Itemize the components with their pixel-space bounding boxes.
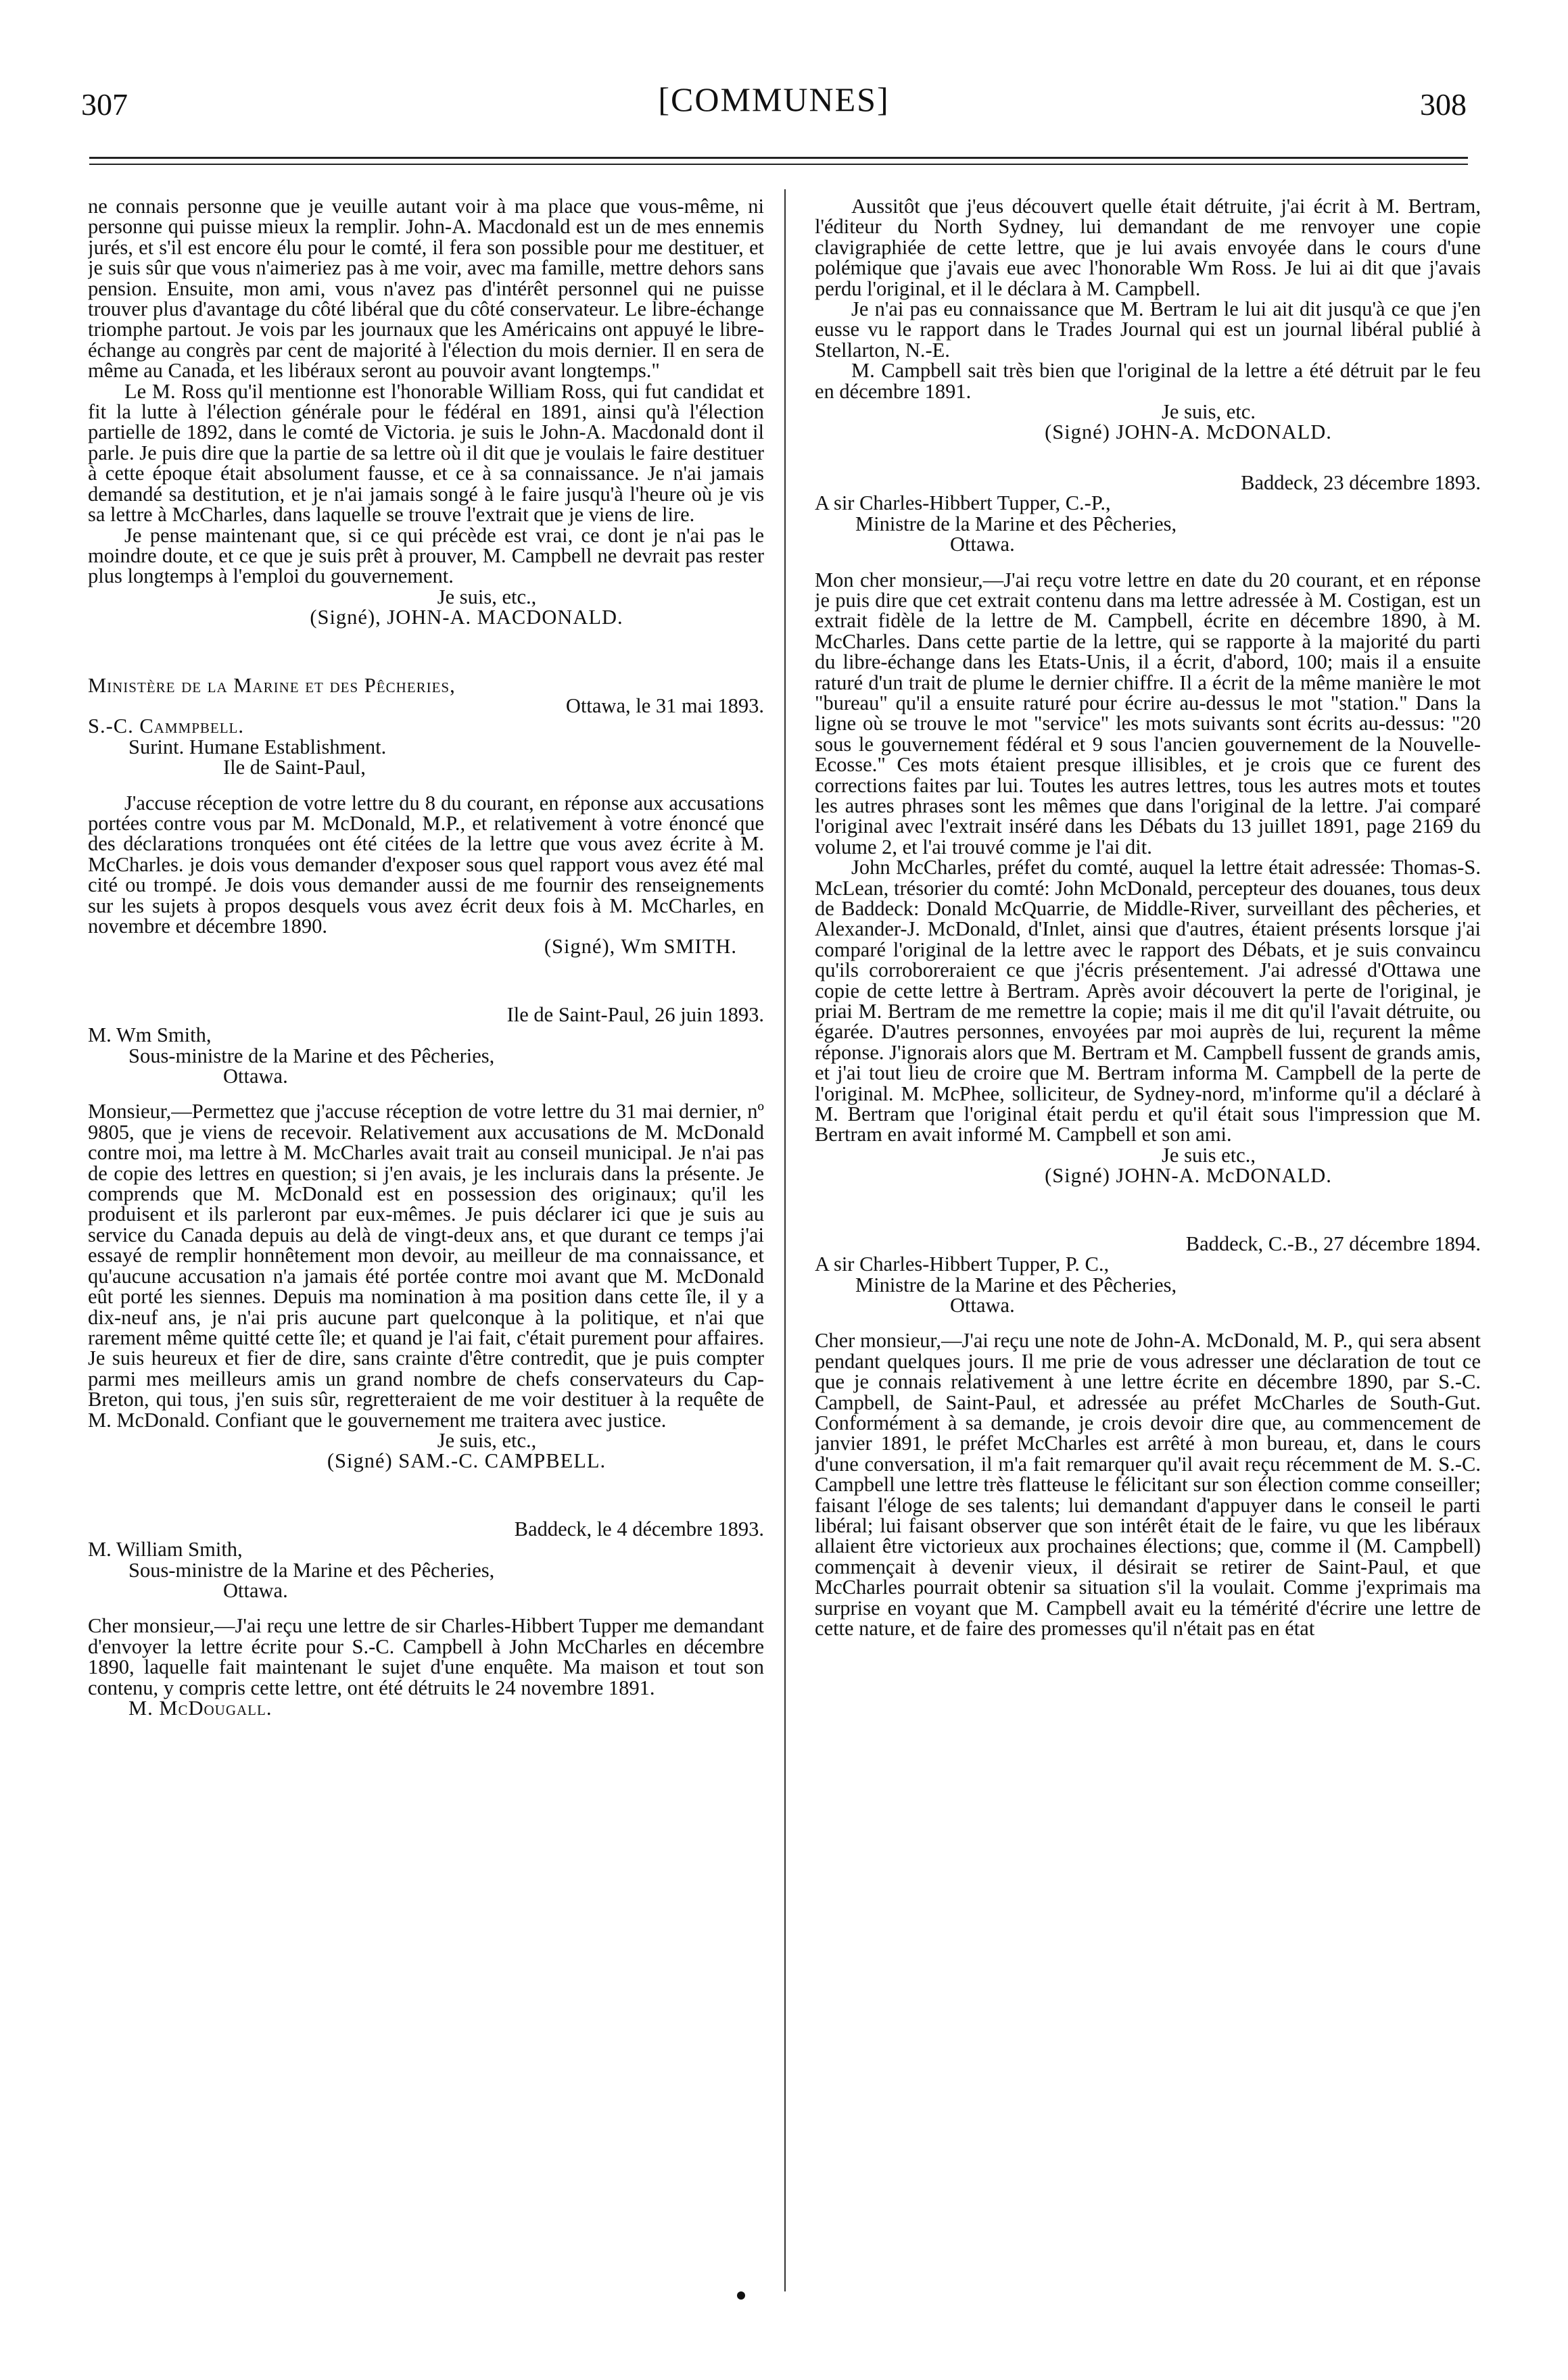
ink-dot (737, 2291, 745, 2300)
signature: (Signé) SAM.-C. CAMPBELL. (327, 1449, 607, 1473)
letter-date: Baddeck, le 4 décembre 1893. (514, 1517, 764, 1540)
signature: (Signé) JOHN-A. McDONALD. (1045, 420, 1332, 444)
letter-date: Baddeck, 23 décembre 1893. (1241, 470, 1481, 494)
paragraph: Cher monsieur,—J'ai reçu une lettre de sir Charles-Hibbert Tupper me demandant d'envoyer la lettre écrite pour S.-C. Campbell à John McCharles en décembre 1890, laquelle fait maintenant le sujet d'une enquête. Ma maison et tout son contenu, y compris cette lettre, ont été détruits le 24 novembre 1891. (88, 1614, 764, 1699)
addressee: M. William Smith, (88, 1538, 243, 1561)
header-rule (89, 157, 1468, 159)
addressee-title: Ministre de la Marine et des Pêcheries, (855, 512, 1177, 535)
addressee: S.-C. Cammpbell. (88, 714, 244, 738)
addressee-title: Sous-ministre de la Marine et des Pêcheries, (128, 1558, 495, 1582)
paragraph: Cher monsieur,—J'ai reçu une note de John-A. McDonald, M. P., qui sera absent pendant quelques jours. Il me prie de vous adresser une déclaration de tout ce que je connais relativement à une lettre écrite en décembre 1890, par S.-C. Campbell, de Saint-Paul, et adressée au préfet McCharles de South-Gut. Conformément à sa demande, je crois devoir dire que, au commencement de janvier 1891, le préfet McCharles est arrêté à mon bureau, et, dans le cours d'une conversation, il m'a fait remarquer qu'il avait reçu récemment de M. S.-C. Campbell une lettre très flatteuse le félicitant sur son élection comme conseiller; faisant l'éloge de ses talents; lui demandant d'appuyer dans le conseil le parti libéral; lui faisant observer que son intérêt était de le faire, vu que les libéraux allaient être victorieux aux prochaines élections; que, comme il (M. Campbell) commençait à devenir vieux, il désirait se retirer de Saint-Paul, et que McCharles pourrait obtenir sa situation s'il la voulait. Comme j'exprimais ma surprise en voyant que M. Campbell avait eu la témérité d'écrire une lettre de cette nature, et de faire des promesses qu'il n'était pas en état (815, 1329, 1481, 1640)
addressee-place: Ottawa. (950, 533, 1015, 556)
closing: Je suis etc., (1162, 1143, 1256, 1167)
addressee-place: Ottawa. (950, 1293, 1015, 1317)
paragraph: Je pense maintenant que, si ce qui précède est vrai, ce dont je n'ai pas le moindre doute, et ce que je suis prêt à prouver, M. Campbell ne devrait pas rester plus longtemps à l'emploi du gouvernement. (88, 523, 764, 588)
signature: (Signé) JOHN-A. McDONALD. (1045, 1164, 1332, 1188)
signature: (Signé), Wm SMITH. (544, 935, 737, 958)
column-divider (784, 189, 786, 2291)
addressee-place: Ile de Saint-Paul, (223, 756, 366, 779)
addressee-place: Ottawa. (223, 1578, 288, 1602)
paragraph: Le M. Ross qu'il mentionne est l'honorable William Ross, qui fut candidat et fit la lutte à l'élection générale pour le fédéral en 1891, ainsi qu'à l'élection partielle de 1892, dans le comté de Victoria. je suis le John-A. Macdonald dont il parle. Je puis dire que la partie de sa lettre où il dit que je voulais le faire destituer à cette époque était absolument fausse, et ce à sa connaissance. Je n'ai jamais demandé sa destitution, et je n'ai jamais songé à le faire jusqu'à l'heure où je vis sa lettre à McCharles, dans laquelle se trouve l'extrait que je viens de lire. (88, 379, 764, 527)
addressee: A sir Charles-Hibbert Tupper, C.-P., (815, 491, 1111, 515)
page-number-left: 307 (81, 87, 128, 122)
paragraph: M. Campbell sait très bien que l'original de la lettre a été détruit par le feu en décembre 1891. (815, 359, 1481, 403)
page-number-right: 308 (1420, 87, 1467, 122)
letter-heading: Ministère de la Marine et des Pêcheries, (88, 673, 456, 697)
running-title: [COMMUNES] (658, 80, 890, 118)
paragraph: J'accuse réception de votre lettre du 8 du courant, en réponse aux accusations portées contre vous par M. McDonald, M.P., et relativement à votre énoncé que des déclarations tronquées ont été citées de la lettre que vous avez écrite à M. McCharles. je dois vous demander d'exposer sous quel rapport vous avez été mal cité ou trompé. Je dois vous demander aussi de me fournir des renseignements sur les sujets à propos desquels vous avez écrit deux fois à M. McCharles, en novembre et décembre 1890. (88, 791, 764, 938)
paragraph: Monsieur,—Permettez que j'accuse réception de votre lettre du 31 mai dernier, nº 9805, que je viens de recevoir. Relativement aux accusations de M. McDonald contre moi, ma lettre à M. McCharles avait trait au conseil municipal. Je n'ai pas de copie des lettres en question; si j'en avais, je les inclurais dans la présente. Je comprends que M. McDonald est en possession des originaux; qu'il les produisent et ils parleront par eux-mêmes. Je puis déclarer ici que je suis au service du Canada depuis au delà de vingt-deux ans, et que durant ce temps j'ai essayé de remplir honnêtement mon devoir, au meilleur de ma connaissance, et qu'aucune accusation n'a jamais été portée contre moi avant que M. McDonald eût porté les siennes. Depuis ma nomination à ma position dans cette île, il y a dix-neuf ans, je n'ai pris aucune part quelconque à la politique, et n'ai que rarement même quitté cette île; et quand je l'ai fait, c'était purement pour affaires. Je suis heureux et fier de dire, sans crainte d'être contredit, que je puis compter parmi mes meilleurs amis un grand nombre de chefs conservateurs du Cap-Breton, qui tous, j'en suis sûr, regretteraient de me voir destituer à la requête de M. McDonald. Confiant que le gouvernement me traitera avec justice. (88, 1100, 764, 1432)
addressee-title: Ministre de la Marine et des Pêcheries, (855, 1273, 1177, 1296)
paragraph: Aussitôt que j'eus découvert quelle était détruite, j'ai écrit à M. Bertram, l'éditeur du North Sydney, lui demandant de me renvoyer une copie clavigraphiée de cette lettre, que je lui avais envoyée dans le cours d'une polémique que j'avais eue avec l'honorable Wm Ross. Je lui ai dit que j'avais perdu l'original, et il le déclara à M. Campbell. (815, 196, 1481, 300)
header-rule-thin (89, 164, 1468, 165)
addressee-title: Sous-ministre de la Marine et des Pêcheries, (128, 1044, 495, 1067)
signature: M. McDougall. (128, 1697, 272, 1720)
addressee-place: Ottawa. (223, 1065, 288, 1088)
letter-date: Ile de Saint-Paul, 26 juin 1893. (506, 1002, 764, 1026)
closing: Je suis, etc. (1162, 400, 1256, 424)
closing: Je suis, etc., (437, 585, 537, 608)
closing: Je suis, etc., (437, 1428, 537, 1452)
letter-date: Ottawa, le 31 mai 1893. (565, 694, 764, 717)
signature: (Signé), JOHN-A. MACDONALD. (310, 606, 623, 629)
addressee: A sir Charles-Hibbert Tupper, P. C., (815, 1253, 1110, 1276)
paragraph: Mon cher monsieur,—J'ai reçu votre lettre en date du 20 courant, et en réponse je puis dire que cet extrait contenu dans ma lettre adressée à M. Costigan, est un extrait fidèle de la lettre de M. Campbell, écrite en décembre 1890, à M. McCharles. Dans cette partie de la lettre, qui se rapporte à la majorité du parti du libre-échange dans les Etats-Unis, il a écrit, d'abord, 100; mais il a ensuite raturé d'un trait de plume le dernier chiffre. Il a écrit de la même manière le mot "bureau" qu'il a ensuite raturé pour écrire au-dessus le mot "station." Dans la ligne où se trouve le mot "service" les mots suivants sont écrits au-dessus: "20 sous le gouvernement fédéral et 9 sous l'ancien gouvernement de la Nouvelle-Ecosse." Ces mots étaient presque illisibles, et je crois que ce furent des corrections faites par lui. Toutes les autres lettres, tous les autres mots et toutes les autres phrases sont les mêmes que dans l'original de la lettre. J'ai comparé l'original avec l'extrait inséré dans les Débats du 13 juillet 1891, page 2169 du volume 2, et l'ai trouvé comme je l'ai dit. (815, 568, 1481, 858)
column-right (815, 196, 1481, 2332)
addressee: M. Wm Smith, (88, 1023, 212, 1047)
addressee-title: Surint. Humane Establishment. (128, 735, 387, 758)
page-header (81, 80, 1467, 134)
paragraph: Je n'ai pas eu connaissance que M. Bertram le lui ait dit jusqu'à ce que j'en eusse vu le rapport dans le Trades Journal qui est un journal libéral publié à Stellarton, N.-E. (815, 297, 1481, 362)
paragraph: John McCharles, préfet du comté, auquel la lettre était adressée: Thomas-S. McLean, trésorier du comté: John McDonald, percepteur des douanes, tous deux de Baddeck: Donald McQuarrie, de Middle-River, surveillant des pêcheries, et Alexander-J. McDonald, d'Inlet, ainsi que d'autres, étaient présents lorsque j'ai comparé l'original de la lettre avec le rapport des Débats, et je suis convaincu qu'ils corroboreraient ce que j'écris présentement. J'ai adressé d'Ottawa une copie de cette lettre à Bertram. Après avoir découvert la perte de l'original, je priai M. Bertram de me remettre la copie; mais il me dit qu'il l'avait détruite, ou égarée. D'autres personnes, envoyées par moi auprès de lui, reçurent la même réponse. J'ignorais alors que M. Bertram et M. Campbell fussent de grands amis, et j'ai tout lieu de croire que M. Bertram informa M. Campbell de la perte de l'original. M. McPhee, solliciteur, de Sydney-nord, m'informe qu'il a déclaré à M. Bertram que l'original était perdu et qu'il était sous l'impression que M. Bertram en avait informé M. Campbell et son ami. (815, 856, 1481, 1146)
letter-date: Baddeck, C.-B., 27 décembre 1894. (1185, 1232, 1481, 1255)
column-left (88, 196, 764, 2332)
paragraph: ne connais personne que je veuille autant voir à ma place que vous-même, ni personne qui puisse mieux la remplir. John-A. Macdonald est un de mes ennemis jurés, et s'il est encore élu pour le comté, il fera son possible pour me destituer, et je suis sûr que vous n'aimeriez pas à me voir, avec ma famille, mettre dehors sans pension. Ensuite, mon ami, vous n'avez pas d'intérêt personnel qui ne puisse trouver plus d'avantage du côté libéral que du côté conservateur. Le libre-échange triomphe partout. Je vois par les journaux que les Américains ont appuyé le libre-échange au congrès par cent de majorité à l'élection du mois dernier. Il en sera de même au Canada, et les libéraux seront au pouvoir avant longtemps." (88, 196, 764, 383)
